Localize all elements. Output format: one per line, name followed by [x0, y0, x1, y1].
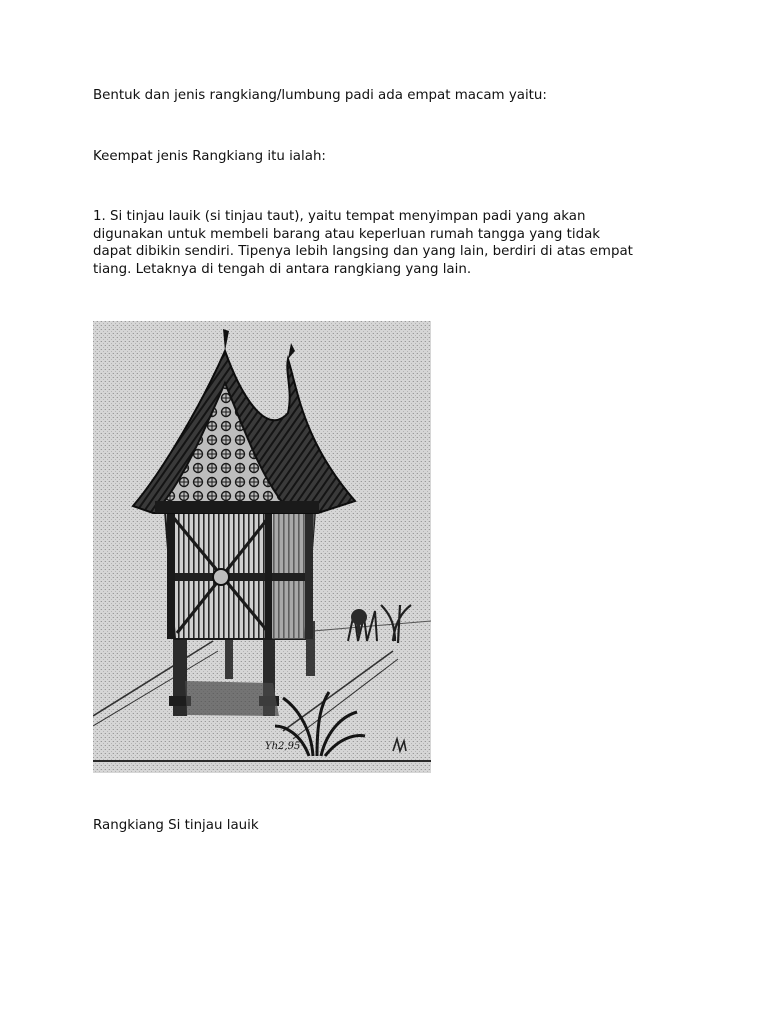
- item-1-line: digunakan untuk membeli barang atau keperluan rumah tangga yang tidak: [93, 226, 601, 242]
- item-1-line: dapat dibikin sendiri. Tipenya lebih langsing dan yang lain, berdiri di atas empat: [93, 244, 633, 259]
- intro-paragraph: Bentuk dan jenis rangkiang/lumbung padi ada empat macam yaitu:: [93, 88, 547, 103]
- artist-signature: Yh2,95: [265, 741, 301, 752]
- item-1-line: tiang. Letaknya di tengah di antara rangkiang yang lain.: [93, 261, 472, 277]
- rangkiang-illustration: [93, 321, 431, 773]
- rangkiang-drawing: [93, 321, 431, 773]
- item-1-line: 1. Si tinjau lauik (si tinjau taut), yaitu tempat menyimpan padi yang akan: [93, 209, 586, 224]
- types-heading-paragraph: Keempat jenis Rangkiang itu ialah:: [93, 149, 326, 164]
- item-1-paragraph: [93, 208, 633, 278]
- figure-caption: Rangkiang Si tinjau lauik: [93, 818, 259, 833]
